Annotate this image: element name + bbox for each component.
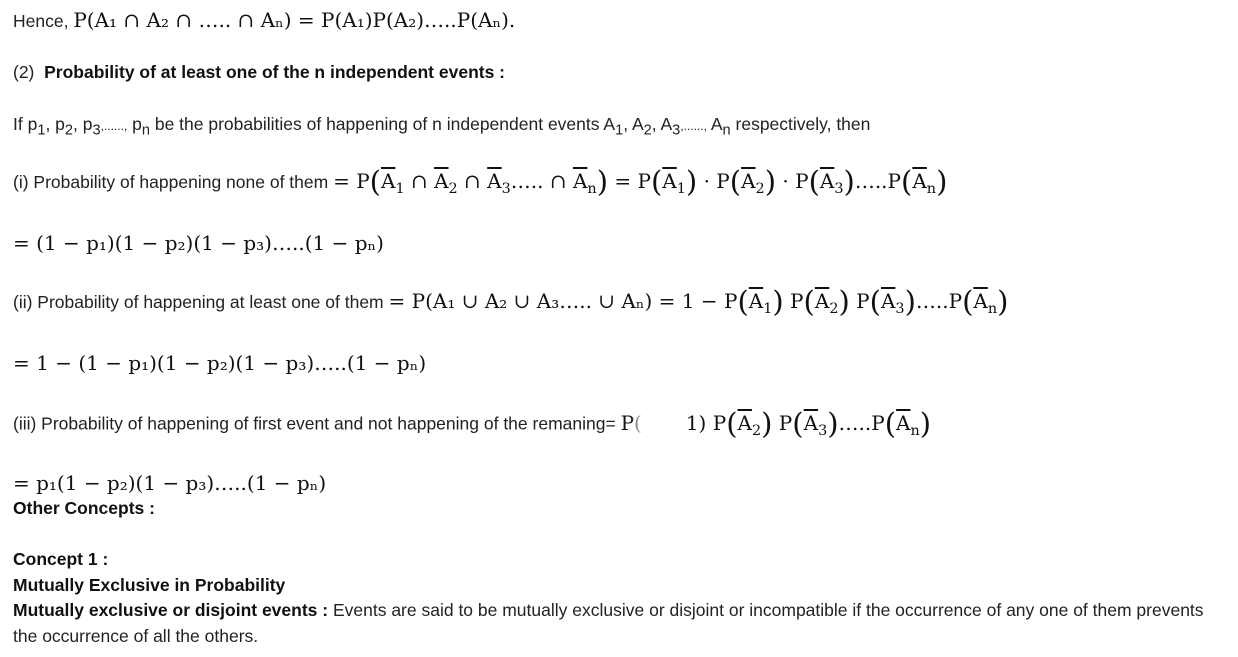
intro-text-c: respectively, then	[730, 114, 871, 134]
item-iii-result: = p₁(1 − p₂)(1 − p₃)…..(1 − pₙ)	[13, 471, 327, 495]
item-ii-label: (ii) Probability of happening at least one of them	[13, 292, 384, 312]
intro-a-comma-2: , A	[651, 114, 673, 134]
item-i-result: = (1 − p₁)(1 − p₂)(1 − p₃)…..(1 − pₙ)	[13, 231, 384, 255]
intro-text-a: If p	[13, 114, 38, 134]
item-iii-partial: 1)	[685, 410, 707, 435]
item-i-formula: = $P(\overline{A}_1$ ∩ $\overline{A}_2$ ∩ $\overline{A}_3\dots$.. ∩ $\overline{A}_n) = P(\overline{A}_1) \cdot P(\overline{A}_2)$ · $P(\overline{A}_3)\dots..P(\overline{A}_n)$	[333, 164, 948, 199]
hence-prefix: Hence,	[13, 11, 69, 31]
intro-a-n: A	[706, 114, 723, 134]
hence-line	[13, 9, 515, 32]
intro-comma-2: , p	[73, 114, 93, 134]
concept-1-term: Mutually exclusive or disjoint events :	[13, 600, 329, 620]
concept-1-subheading: Mutually Exclusive in Probability	[13, 575, 286, 595]
intro-sub-2: 2	[64, 122, 74, 139]
concept-1-definition: Events are said to be mutually exclusive or disjoint or incompatible if the occurrence of any one of them prevents the occurrence of all the others.	[13, 600, 1204, 646]
concept-1-definition-paragraph	[13, 597, 1225, 649]
item-iii-label: (iii) Probability of happening of first event and not happening of the remaning=	[13, 413, 616, 434]
intro-a-sub-n: n	[722, 122, 731, 139]
intro-a-dots: ,......,	[680, 119, 707, 133]
intro-dots: ,......,	[100, 119, 128, 133]
intro-sub-n: n	[141, 122, 150, 139]
item-ii-result: = 1 − (1 − p₁)(1 − p₂)(1 − p₃)…..(1 − pₙ)	[13, 351, 427, 375]
intro-comma-1: , p	[45, 114, 65, 134]
intro-a-comma-1: , A	[623, 114, 644, 134]
item-ii-line	[13, 284, 1009, 320]
item-iii-formula-lhs: P(	[620, 410, 642, 435]
intro-a-sub-2: 2	[643, 122, 652, 139]
item-i-formula-lhs: = P	[333, 169, 370, 193]
intro-a-sub-1: 1	[615, 122, 624, 139]
other-concepts-heading: Other Concepts :	[13, 498, 155, 518]
concept-1-heading: Concept 1 :	[13, 549, 109, 569]
item-iii-formula: P( 1) $P(\overline{A}_2)$ $P(\overline{A}_3)\dots..P(\overline{A}_n)$	[620, 405, 932, 440]
intro-pn: p	[132, 114, 142, 134]
item-i-line	[13, 164, 948, 200]
section-number: (2)	[13, 62, 35, 82]
item-iii-line	[13, 405, 932, 442]
intro-sub-3: 3	[92, 122, 101, 139]
intro-text-b: be the probabilities of happening of n independent events A	[149, 114, 616, 134]
section-title: Probability of at least one of the n independent events :	[44, 62, 506, 82]
image-placeholder	[642, 409, 686, 439]
hence-formula: P(A₁ ∩ A₂ ∩ ….. ∩ Aₙ) = P(A₁)P(A₂)…..P(Aₙ).	[73, 8, 516, 32]
intro-sentence	[13, 113, 870, 142]
item-ii-formula-lhs: = P(A₁ ∪ A₂ ∪ A₃….. ∪ Aₙ) = 1 − P	[388, 289, 738, 313]
section-2-heading	[13, 61, 505, 83]
intro-a-sub-3: 3	[672, 122, 681, 139]
item-i-label: (i) Probability of happening none of them	[13, 172, 329, 192]
intro-sub-1: 1	[37, 122, 46, 139]
item-ii-formula: = P(A₁ ∪ A₂ ∪ A₃….. ∪ $A_n) = 1 - P(\overline{A}_1)$ $P(\overline{A}_2)$ $P(\overline{A}_3)\dots..P(\overline{A}_n)$	[388, 284, 1009, 319]
